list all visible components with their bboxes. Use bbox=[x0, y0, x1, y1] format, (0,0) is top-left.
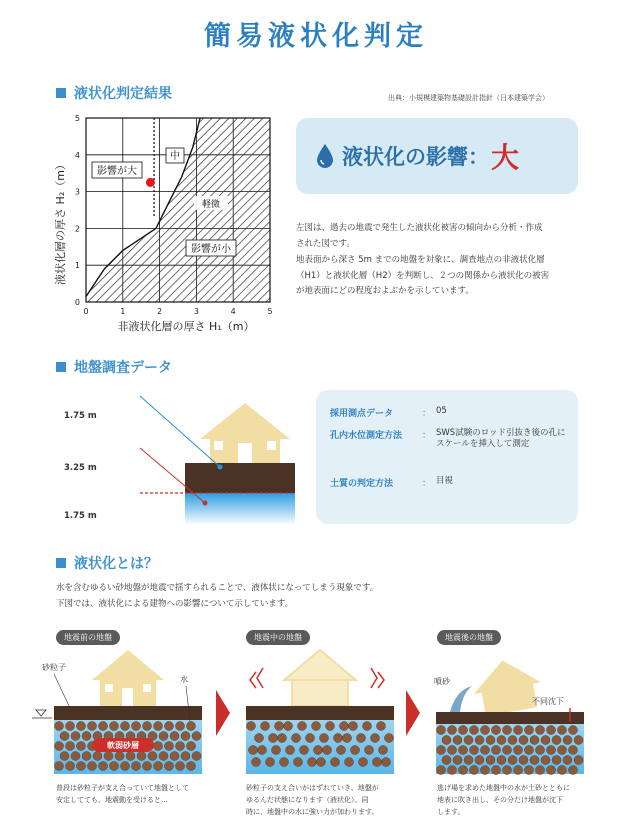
survey-value: SWS試験のロッド引抜き後の孔にスケールを挿入して測定 bbox=[436, 428, 566, 449]
sand-particle bbox=[475, 756, 484, 765]
text-line: 地表面から深さ 5m までの地盤を対象に、調査地点の非液状化層 bbox=[296, 255, 545, 265]
sand-particle bbox=[437, 726, 446, 735]
sand-particle bbox=[448, 766, 457, 775]
region-label-big bbox=[92, 162, 142, 178]
sand-particle bbox=[437, 746, 446, 755]
water-drop-icon bbox=[316, 143, 334, 169]
label-weak: 軟弱砂層 bbox=[107, 741, 139, 750]
sand-particle bbox=[104, 752, 113, 761]
sand-particle bbox=[181, 752, 190, 761]
text-line: 逃げ場を求めた地盤中の水が土砂とともに bbox=[437, 784, 570, 792]
sand-particle bbox=[278, 734, 287, 743]
sand-particle bbox=[574, 756, 583, 765]
sand-particle bbox=[55, 762, 64, 771]
sand-particle bbox=[298, 722, 307, 731]
x-tick-label: 3 bbox=[193, 307, 199, 316]
sand-particle bbox=[541, 756, 550, 765]
sand-particle bbox=[453, 756, 462, 765]
layer-pill-liquefaction bbox=[56, 440, 140, 457]
sand-particle bbox=[486, 756, 495, 765]
liquefaction-chart bbox=[50, 110, 286, 340]
sand-particle bbox=[470, 766, 479, 775]
sand-particle bbox=[503, 726, 512, 735]
sand-particle bbox=[448, 746, 457, 755]
sand-particle bbox=[514, 726, 523, 735]
sand-particle bbox=[154, 742, 163, 751]
sand-particle bbox=[55, 742, 64, 751]
sand-particle bbox=[464, 736, 473, 745]
sand-particle bbox=[519, 756, 528, 765]
sand-particle bbox=[345, 758, 354, 767]
sand-particle bbox=[115, 752, 124, 761]
sand-particle bbox=[547, 726, 556, 735]
sand-particle bbox=[497, 756, 506, 765]
sand-particle bbox=[132, 762, 141, 771]
sand-particle bbox=[77, 762, 86, 771]
sand-particle bbox=[343, 734, 352, 743]
house-icon bbox=[284, 650, 356, 680]
sand-particle bbox=[110, 722, 119, 731]
sand-particle bbox=[563, 756, 572, 765]
sand-particle bbox=[326, 722, 335, 731]
result-label: 液状化の影響： bbox=[342, 145, 489, 169]
sand-particle bbox=[71, 732, 80, 741]
water-level-icon bbox=[36, 710, 46, 716]
sand-particle bbox=[574, 736, 583, 745]
survey-key: 孔内水位測定方法 bbox=[330, 431, 403, 441]
section-square-icon bbox=[56, 558, 66, 568]
leader-dot bbox=[218, 465, 223, 470]
sand-particle bbox=[558, 766, 567, 775]
sand-particle bbox=[77, 742, 86, 751]
survey-value: 目視 bbox=[436, 476, 454, 486]
sand-particle bbox=[514, 746, 523, 755]
sand-particle bbox=[314, 746, 323, 755]
sand-particle bbox=[503, 766, 512, 775]
sand-particle bbox=[82, 752, 91, 761]
sand-particle bbox=[379, 746, 388, 755]
text-line: 下図では、液状化による建物への影響について示しています。 bbox=[56, 598, 294, 609]
sand-particle bbox=[187, 742, 196, 751]
sand-particle bbox=[269, 734, 278, 743]
sand-particle bbox=[165, 762, 174, 771]
layer-label: ① 非液状化層 bbox=[66, 393, 122, 403]
result-value: 大 bbox=[491, 141, 520, 174]
y-axis-label: 液状化層の厚さ H₂（m） bbox=[54, 159, 67, 285]
sand-particle bbox=[306, 734, 315, 743]
sand-particle bbox=[475, 736, 484, 745]
survey-row bbox=[330, 406, 566, 419]
sand-particle bbox=[552, 756, 561, 765]
sand-particle bbox=[187, 722, 196, 731]
sand-particle bbox=[99, 762, 108, 771]
sand-particle bbox=[514, 766, 523, 775]
sand-particle bbox=[525, 746, 534, 755]
sand-particle bbox=[536, 766, 545, 775]
label-sand: 砂粒子 bbox=[42, 663, 66, 672]
layer-label: ③ 孔内水位 (GL-) bbox=[66, 493, 141, 503]
sand-particle bbox=[569, 726, 578, 735]
text-line: 水を含むゆるい砂地盤が地震で揺すられることで、液体状になってしまう現象です。 bbox=[56, 583, 379, 593]
sand-particle bbox=[563, 736, 572, 745]
survey-key: 採用測点データ bbox=[330, 409, 394, 419]
sand-particle bbox=[363, 722, 372, 731]
sand-particle bbox=[312, 722, 321, 731]
sand-particle bbox=[88, 722, 97, 731]
sand-particle bbox=[165, 742, 174, 751]
leader-line bbox=[140, 396, 220, 467]
survey-box bbox=[316, 390, 578, 524]
sand-particle bbox=[337, 746, 346, 755]
sand-particle bbox=[464, 756, 473, 765]
sand-particle bbox=[442, 736, 451, 745]
sand-particle bbox=[275, 722, 284, 731]
survey-key: 土質の判定方法 bbox=[330, 479, 394, 489]
leader-dot bbox=[203, 501, 208, 506]
result-box bbox=[296, 118, 578, 194]
sand-particle bbox=[99, 722, 108, 731]
svg-text:影響が大: 影響が大 bbox=[97, 166, 137, 177]
sand-particle bbox=[558, 746, 567, 755]
section-heading-what bbox=[56, 553, 158, 573]
survey-row bbox=[330, 476, 566, 489]
sand-particle bbox=[187, 762, 196, 771]
caption-before bbox=[56, 782, 228, 806]
sand-particle bbox=[340, 722, 349, 731]
sand-particle bbox=[261, 722, 270, 731]
section-heading-text: 液状化判定結果 bbox=[74, 86, 172, 102]
sand-particle bbox=[66, 742, 75, 751]
layer-value: 1.75 m bbox=[64, 411, 97, 421]
stage-illustrations bbox=[30, 646, 620, 778]
survey-row bbox=[330, 428, 566, 450]
sand-particle bbox=[492, 746, 501, 755]
sand-particle bbox=[508, 756, 517, 765]
sand-particle bbox=[492, 766, 501, 775]
sand-particle bbox=[308, 758, 317, 767]
sand-particle bbox=[126, 752, 135, 761]
region-label-small bbox=[186, 240, 236, 256]
sand-particle bbox=[569, 766, 578, 775]
sand-particle bbox=[252, 758, 261, 767]
sand-particle bbox=[192, 732, 201, 741]
label-settle: 不同沈下 bbox=[532, 697, 564, 706]
sand-particle bbox=[481, 746, 490, 755]
section-heading-text: 液状化とは？ bbox=[74, 556, 158, 572]
label-spout: 噴砂 bbox=[434, 677, 450, 686]
survey-colon: ： bbox=[422, 431, 432, 441]
svg-text:軽微: 軽微 bbox=[201, 200, 221, 210]
region-label-medium bbox=[166, 148, 184, 163]
non-liquefaction-layer bbox=[185, 463, 295, 493]
sand-particle bbox=[143, 722, 152, 731]
layer-value: 3.25 m bbox=[64, 463, 97, 473]
layer-pill-non-liquefaction bbox=[56, 388, 140, 405]
sand-particle bbox=[492, 726, 501, 735]
sand-particle bbox=[351, 746, 360, 755]
sand-particle bbox=[292, 734, 301, 743]
sand-particle bbox=[266, 758, 275, 767]
y-tick-labels bbox=[75, 114, 80, 307]
sand-particle bbox=[519, 736, 528, 745]
sand-particle bbox=[66, 722, 75, 731]
x-tick-labels bbox=[83, 307, 272, 316]
sand-particle bbox=[176, 742, 185, 751]
sand-particle bbox=[93, 752, 102, 761]
sand-particle bbox=[470, 726, 479, 735]
region-label-minor bbox=[194, 196, 228, 210]
stage-before bbox=[32, 650, 202, 774]
sand-particle bbox=[382, 758, 391, 767]
sand-particle bbox=[459, 746, 468, 755]
sand-particle bbox=[284, 722, 293, 731]
y-tick-label: 5 bbox=[74, 114, 80, 123]
sand-particle bbox=[448, 726, 457, 735]
svg-text:影響が小: 影響が小 bbox=[191, 244, 231, 255]
survey-colon: ： bbox=[422, 409, 432, 419]
stage-tag-during: 地震中の地盤 bbox=[246, 630, 310, 645]
text-line: が地表面にどの程度およぶかを示しています。 bbox=[296, 286, 474, 296]
x-tick-label: 0 bbox=[83, 307, 89, 316]
section-square-icon bbox=[56, 362, 66, 372]
sand-particle bbox=[359, 758, 368, 767]
sand-particle bbox=[569, 746, 578, 755]
sand-particle bbox=[365, 746, 374, 755]
data-point bbox=[146, 178, 155, 187]
arrow-right-icon bbox=[406, 690, 420, 736]
sand-particle bbox=[121, 722, 130, 731]
intro-text bbox=[56, 581, 576, 612]
y-tick-label: 3 bbox=[74, 187, 80, 197]
survey-value: 05 bbox=[436, 406, 447, 416]
house-icon bbox=[92, 650, 164, 680]
section-heading-survey bbox=[56, 357, 172, 377]
sand-particle bbox=[170, 732, 179, 741]
description-paragraph-1 bbox=[296, 221, 586, 252]
y-tick-label: 1 bbox=[74, 261, 80, 271]
text-line: 砂粒子の支え合いがはずれていき、地盤が bbox=[246, 784, 379, 792]
sand-particle bbox=[541, 736, 550, 745]
shake-icon bbox=[371, 668, 384, 688]
sand-particle bbox=[121, 762, 130, 771]
x-tick-label: 4 bbox=[230, 307, 236, 316]
sand-particle bbox=[481, 726, 490, 735]
section-heading-result bbox=[56, 83, 172, 103]
hatch-region-small bbox=[86, 118, 270, 302]
y-tick-label: 0 bbox=[74, 298, 80, 307]
sand-particle bbox=[323, 746, 332, 755]
text-line: 安定してても、地震動を受けると... bbox=[56, 796, 168, 804]
sand-particle bbox=[536, 726, 545, 735]
text-line: ゆるんだ状態になります（液状化）。同 bbox=[246, 796, 369, 804]
sand-particle bbox=[249, 746, 258, 755]
sand-particle bbox=[459, 766, 468, 775]
sand-particle bbox=[255, 734, 264, 743]
sand-particle bbox=[154, 762, 163, 771]
sand-particle bbox=[176, 762, 185, 771]
stage-after bbox=[434, 655, 584, 775]
sand-particle bbox=[486, 736, 495, 745]
sand-particle bbox=[536, 746, 545, 755]
x-axis-label: 非液状化層の厚さ H₁（m） bbox=[117, 320, 255, 333]
sand-particle bbox=[377, 722, 386, 731]
text-line: 普段は砂粒子が支え合っていて地盤として bbox=[56, 784, 189, 792]
sand-particle bbox=[525, 726, 534, 735]
label-water: 水 bbox=[180, 675, 188, 684]
shake-icon bbox=[250, 668, 263, 688]
sand-particle bbox=[165, 722, 174, 731]
text-line: （H1）と液状化層（H2）を判断し、２つの関係から液状化の被害 bbox=[296, 270, 550, 281]
description-paragraph-2 bbox=[296, 253, 586, 300]
house-icon bbox=[200, 403, 290, 463]
sand-particle bbox=[558, 726, 567, 735]
sand-particle bbox=[334, 734, 343, 743]
text-line: 時に、地盤中の水に強い力が加わります。 bbox=[246, 808, 379, 816]
source-note: 出典：小規模建築物基礎設計指針（日本建築学会） bbox=[388, 94, 549, 102]
sand-particle bbox=[373, 758, 382, 767]
text-line: 左図は、過去の地震で発生した液状化被害の傾向から分析・作成 bbox=[296, 223, 543, 233]
sand-particle bbox=[181, 732, 190, 741]
sand-particle bbox=[300, 746, 309, 755]
house-body bbox=[292, 680, 348, 706]
sand-particle bbox=[437, 766, 446, 775]
layer-label: ② 液状化層 bbox=[66, 445, 113, 455]
sand-particle bbox=[154, 722, 163, 731]
y-tick-label: 4 bbox=[74, 150, 80, 160]
sand-particle bbox=[453, 736, 462, 745]
sand-particle bbox=[192, 752, 201, 761]
x-tick-label: 1 bbox=[120, 307, 126, 316]
arrow-right-icon bbox=[216, 690, 230, 736]
sand-particle bbox=[82, 732, 91, 741]
sand-particle bbox=[508, 736, 517, 745]
svg-text:中: 中 bbox=[170, 151, 180, 162]
sand-particle bbox=[547, 766, 556, 775]
section-square-icon bbox=[56, 88, 66, 98]
sand-particle bbox=[442, 756, 451, 765]
sand-particle bbox=[148, 752, 157, 761]
sand-particle bbox=[143, 762, 152, 771]
x-tick-label: 5 bbox=[267, 307, 273, 316]
sand-particle bbox=[132, 722, 141, 731]
sand-particle bbox=[294, 758, 303, 767]
sand-particle bbox=[385, 734, 394, 743]
sand-particle bbox=[503, 746, 512, 755]
sand-particle bbox=[497, 736, 506, 745]
sand-particle bbox=[60, 732, 69, 741]
caption-after bbox=[437, 782, 609, 818]
sand-particle bbox=[280, 758, 289, 767]
sand-particle bbox=[77, 722, 86, 731]
page-title: 簡易液状化判定 bbox=[204, 21, 428, 52]
sand-particle bbox=[71, 752, 80, 761]
sand-particle bbox=[66, 762, 75, 771]
sand-particle bbox=[176, 722, 185, 731]
sand-particle bbox=[88, 762, 97, 771]
y-tick-label: 2 bbox=[74, 224, 80, 234]
sand-particle bbox=[159, 732, 168, 741]
layer-pill-water-level bbox=[56, 488, 160, 505]
sand-particle bbox=[258, 746, 267, 755]
sand-particle bbox=[286, 746, 295, 755]
sand-particle bbox=[547, 746, 556, 755]
sand-particle bbox=[170, 752, 179, 761]
liquefaction-layer bbox=[185, 493, 295, 525]
survey-colon: ： bbox=[422, 479, 432, 489]
sand-particle bbox=[530, 736, 539, 745]
sand-particle bbox=[317, 758, 326, 767]
section-heading-text: 地盤調査データ bbox=[74, 360, 172, 376]
sand-particle bbox=[481, 766, 490, 775]
sand-particle bbox=[60, 752, 69, 761]
x-tick-label: 2 bbox=[157, 307, 163, 316]
sand-particle bbox=[357, 734, 366, 743]
text-line: 地表に吹き出し、その分だけ地盤が沈下 bbox=[437, 796, 563, 804]
sand-particle bbox=[552, 736, 561, 745]
sand-particle bbox=[459, 726, 468, 735]
sand-particle bbox=[530, 756, 539, 765]
sand-particle bbox=[272, 746, 281, 755]
caption-during bbox=[246, 782, 418, 818]
sand-particle bbox=[470, 746, 479, 755]
text-line: します。 bbox=[437, 808, 465, 816]
sand-particle bbox=[110, 762, 119, 771]
text-line: された図です。 bbox=[296, 238, 355, 249]
sand-particle bbox=[55, 722, 64, 731]
sand-particle bbox=[247, 722, 256, 731]
sand-particle bbox=[525, 766, 534, 775]
layer-value: 1.75 m bbox=[64, 511, 97, 521]
stage-tag-after: 地震後の地盤 bbox=[437, 630, 501, 645]
sand-particle bbox=[331, 758, 340, 767]
sand-particle bbox=[320, 734, 329, 743]
sand-particle bbox=[371, 734, 380, 743]
sand-particle bbox=[349, 722, 358, 731]
stage-during bbox=[246, 650, 394, 774]
stage-tag-before: 地震前の地盤 bbox=[56, 630, 120, 645]
sand-particle bbox=[137, 752, 146, 761]
sand-particle bbox=[159, 752, 168, 761]
sand-boil-icon bbox=[450, 686, 472, 712]
